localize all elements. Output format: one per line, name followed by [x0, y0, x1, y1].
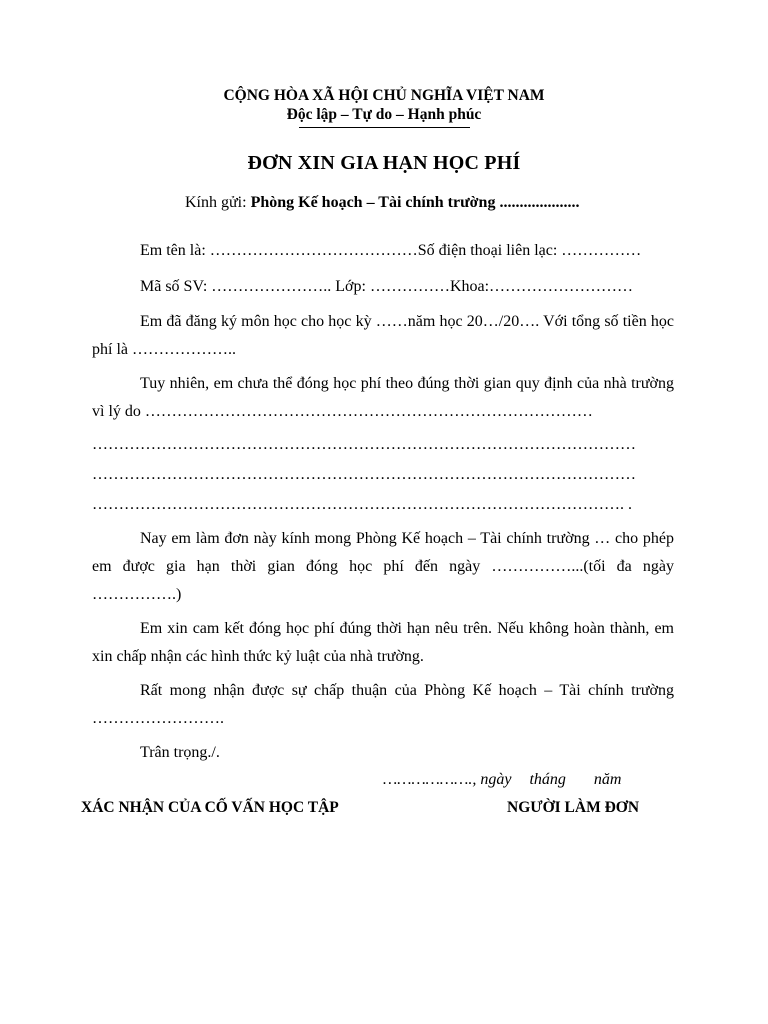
- motto-underline: [299, 127, 470, 128]
- date-line: [383, 771, 621, 789]
- applicant-heading: NGƯỜI LÀM ĐƠN: [507, 799, 640, 816]
- recipient-name: Phòng Kế hoạch – Tài chính trường ....................: [250, 194, 580, 211]
- commitment-paragraph: Em xin cam kết đóng học phí đúng thời hạn nêu trên. Nếu không hoàn thành, em xin chấp nhận các hình thức kỷ luật của nhà trường.: [92, 620, 674, 665]
- recipient-line: [185, 194, 579, 212]
- form-body: [92, 237, 674, 767]
- date-year: năm: [593, 771, 622, 788]
- reason-dots-line-2: …………………………………………………………………………………………: [92, 466, 636, 483]
- hope-paragraph: Rất mong nhận được sự chấp thuận của Phòng Kế hoạch – Tài chính trường …………………….: [92, 682, 674, 727]
- date-month: tháng: [529, 771, 566, 788]
- reason-dots-line-1: …………………………………………………………………………………………: [92, 436, 636, 453]
- reason-paragraph: Tuy nhiên, em chưa thể đóng học phí theo đúng thời gian quy định của nhà trường vì lý do …………………………………………………………………………: [92, 375, 674, 420]
- national-motto: Độc lập – Tự do – Hạnh phúc: [286, 106, 482, 123]
- document-title: ĐƠN XIN GIA HẠN HỌC PHÍ: [247, 152, 521, 174]
- date-place-day: ………………., ngày: [383, 771, 512, 788]
- request-paragraph: Nay em làm đơn này kính mong Phòng Kế hoạch – Tài chính trường … cho phép em được gia hạn thời gian đóng học phí đến ngày ……………...(tối đa ngày …………….): [92, 530, 674, 603]
- course-paragraph: Em đã đăng ký môn học cho học kỳ ……năm học 20…/20…. Với tổng số tiền học phí là ………………..: [92, 313, 674, 358]
- national-title: CỘNG HÒA XÃ HỘI CHỦ NGHĨA VIỆT NAM: [223, 87, 545, 104]
- closing-text: Trân trọng./.: [140, 744, 220, 761]
- student-id-line: Mã số SV: ………………….. Lớp: ……………Khoa:………………………: [140, 278, 634, 295]
- reason-dots-line-3: ………………………………………………………………………………………. .: [92, 496, 632, 513]
- advisor-confirmation-heading: XÁC NHẬN CỦA CỐ VẤN HỌC TẬP: [81, 799, 339, 816]
- recipient-label: Kính gửi:: [185, 194, 251, 211]
- name-phone-line: Em tên là: …………………………………Số điện thoại liên lạc: ……………: [140, 242, 642, 259]
